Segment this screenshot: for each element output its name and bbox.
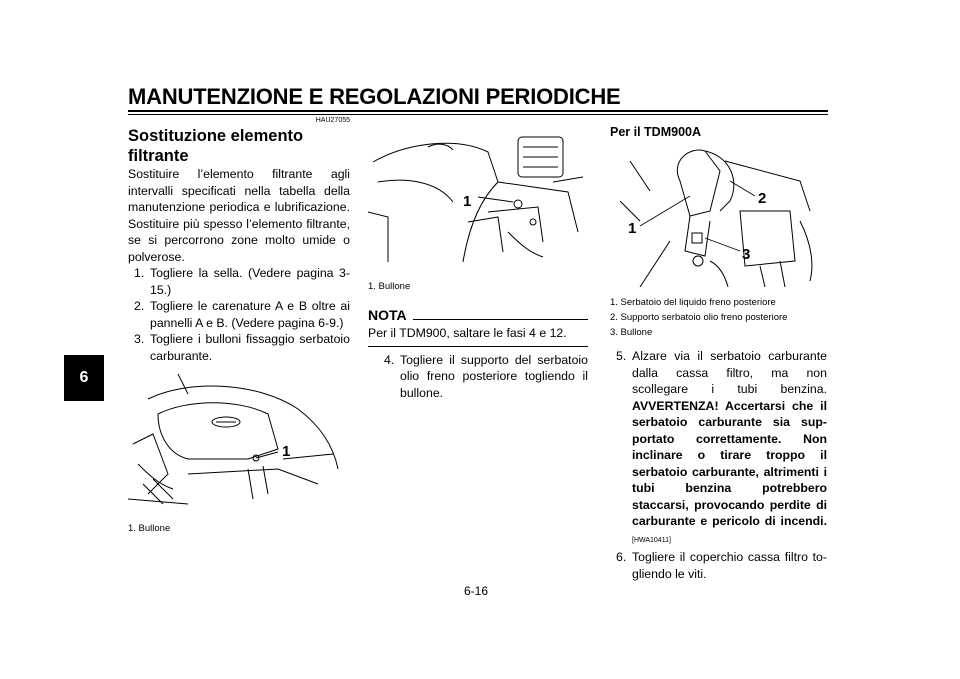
caption-item: 3. Bullone xyxy=(610,327,653,338)
step-text: Togliere la sella. (Vedere pagina 3-15.) xyxy=(150,266,350,297)
step-number: 6. xyxy=(616,550,627,564)
figure-brake-reservoir xyxy=(610,141,827,341)
caption-item: 1. Serbatoio del liquido freno posteriore xyxy=(610,297,776,308)
tank-bracket-illustration xyxy=(368,122,588,272)
step-1 xyxy=(128,265,350,298)
warning-code: [HWA10411] xyxy=(632,536,671,544)
step-number: 3. xyxy=(134,332,145,346)
column-left xyxy=(128,116,350,535)
note-end-rule xyxy=(368,346,588,347)
step-number: 5. xyxy=(616,349,627,363)
figure-fuel-tank-bolt xyxy=(128,374,350,535)
page-title: MANUTENZIONE E REGOLAZIONI PERIODICHE xyxy=(128,84,621,109)
page-header xyxy=(128,84,828,110)
note-box xyxy=(368,307,588,324)
step-text: Alzare via il serbatoio carburante dalla cassa filtro, ma non scollegare i tubi benzina. xyxy=(632,349,827,396)
figure-caption: 1. Bullone xyxy=(368,280,411,292)
step-number: 4. xyxy=(384,352,395,367)
step-2 xyxy=(128,298,350,331)
brake-reservoir-illustration xyxy=(610,141,827,287)
figure-callout-2: 2 xyxy=(758,189,767,207)
figure-caption: 1. Bullone xyxy=(128,522,171,534)
figure-caption-list xyxy=(610,295,827,340)
chapter-tab: 6 xyxy=(64,355,104,401)
step-6 xyxy=(610,549,827,582)
note-title: NOTA xyxy=(368,306,407,323)
step-text: Togliere le carenature A e B oltre ai pannelli A e B. (Vedere pagina 6-9.) xyxy=(150,299,350,330)
column-middle xyxy=(368,116,588,401)
step-number: 2. xyxy=(134,299,145,313)
note-rule xyxy=(413,319,588,320)
step-text: Togliere i bulloni fissaggio serbatoio carburante. xyxy=(150,332,350,363)
intro-paragraph: Sostituire l’elemento filtrante agli intervalli specificati nella tabella della manutenzione periodica e lubrificazione. Sostituire più spesso l’elemento filtrante, se si percorrono zone molto umide o polverose. xyxy=(128,167,350,264)
header-rule-thin xyxy=(128,114,828,115)
step-5 xyxy=(610,348,827,549)
page-number: 6-16 xyxy=(464,584,489,598)
fuel-tank-illustration xyxy=(128,374,350,514)
figure-tank-bracket xyxy=(368,122,588,293)
step-4 xyxy=(368,352,588,402)
section-code: HAU27055 xyxy=(315,117,350,124)
note-text: Per il TDM900, saltare le fasi 4 e 12. xyxy=(368,326,567,340)
column-right xyxy=(610,116,827,582)
figure-callout: 1 xyxy=(282,443,291,460)
step-text: Togliere il supporto del serbatoio olio freno posteriore togliendo il bullone. xyxy=(400,352,588,400)
figure-callout-1: 1 xyxy=(628,219,637,237)
model-subheading: Per il TDM900A xyxy=(610,125,702,139)
caption-item: 2. Supporto serbatoio olio freno posteriore xyxy=(610,312,788,323)
step-3 xyxy=(128,331,350,364)
header-rule xyxy=(128,110,828,112)
section-heading: Sostituzione elemento filtrante xyxy=(128,127,304,165)
figure-callout: 1 xyxy=(463,193,472,210)
step-number: 1. xyxy=(134,266,145,280)
step-text: Togliere il coperchio cassa filtro togliendo le viti. xyxy=(632,550,827,581)
figure-callout-3: 3 xyxy=(742,245,751,263)
warning-text: AVVERTENZA! Accertarsi che il serbatoio carburante sia supportato correttamente. Non inclinare o tirare troppo il serbatoio carburante, altrimenti i tubi benzina potrebbero staccarsi, provocando perdite di carburante e pericolo di incendi. xyxy=(632,398,827,528)
